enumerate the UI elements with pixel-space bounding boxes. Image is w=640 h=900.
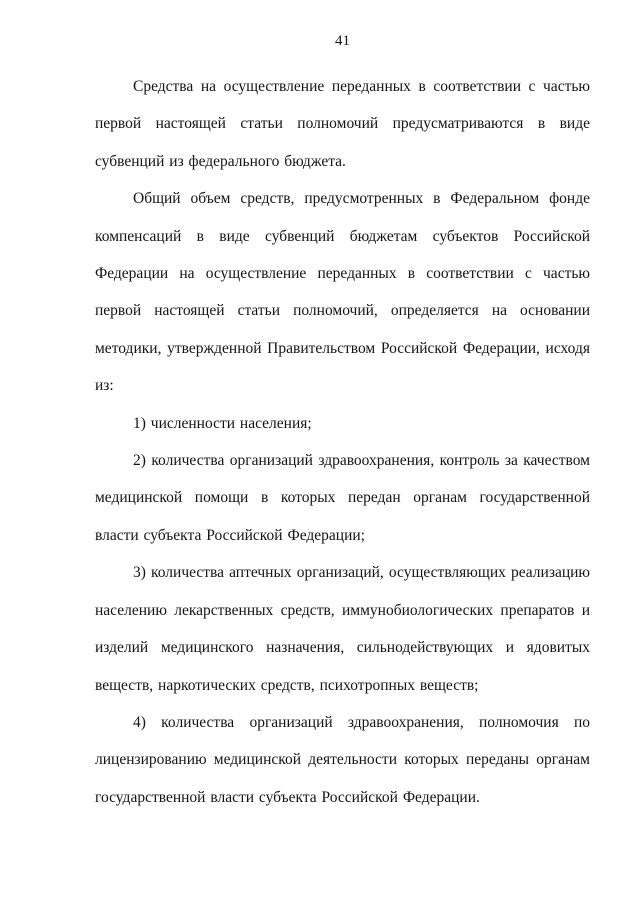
list-item-4-licensing: 4) количества организаций здравоохранения, полномочия по лицензированию медицинской деятельности которых переданы органам государственной власти субъекта Российской Федерации. (95, 713, 590, 806)
list-item-1-population: 1) численности населения; (133, 414, 312, 432)
document-body (95, 68, 590, 816)
list-item-2-healthcare-orgs: 2) количества организаций здравоохранения, контроль за качеством медицинской помощи в которых передан органам государственной власти субъекта Российской Федерации; (95, 452, 590, 544)
list-item-3-pharmacy-orgs: 3) количества аптечных организаций, осуществляющих реализацию населению лекарственных средств, иммунобиологических препаратов и изделий медицинского назначения, сильнодействующих и ядовитых веществ, наркотических средств, психотропных веществ; (95, 564, 590, 694)
paragraph-funds-subventions: Средства на осуществление переданных в соответствии с частью первой настоящей статьи полномочий предусматриваются в виде субвенций из федерального бюджета. (95, 78, 590, 170)
page-number: 41 (335, 33, 350, 49)
paragraph-total-volume: Общий объем средств, предусмотренных в Федеральном фонде компенсаций в виде субвенций бюджетам субъектов Российской Федерации на осуществление переданных в соответствии с частью первой настоящей статьи полномочий, определяется на основании методики, утвержденной Правительством Российской Федерации, исходя из: (95, 190, 590, 395)
